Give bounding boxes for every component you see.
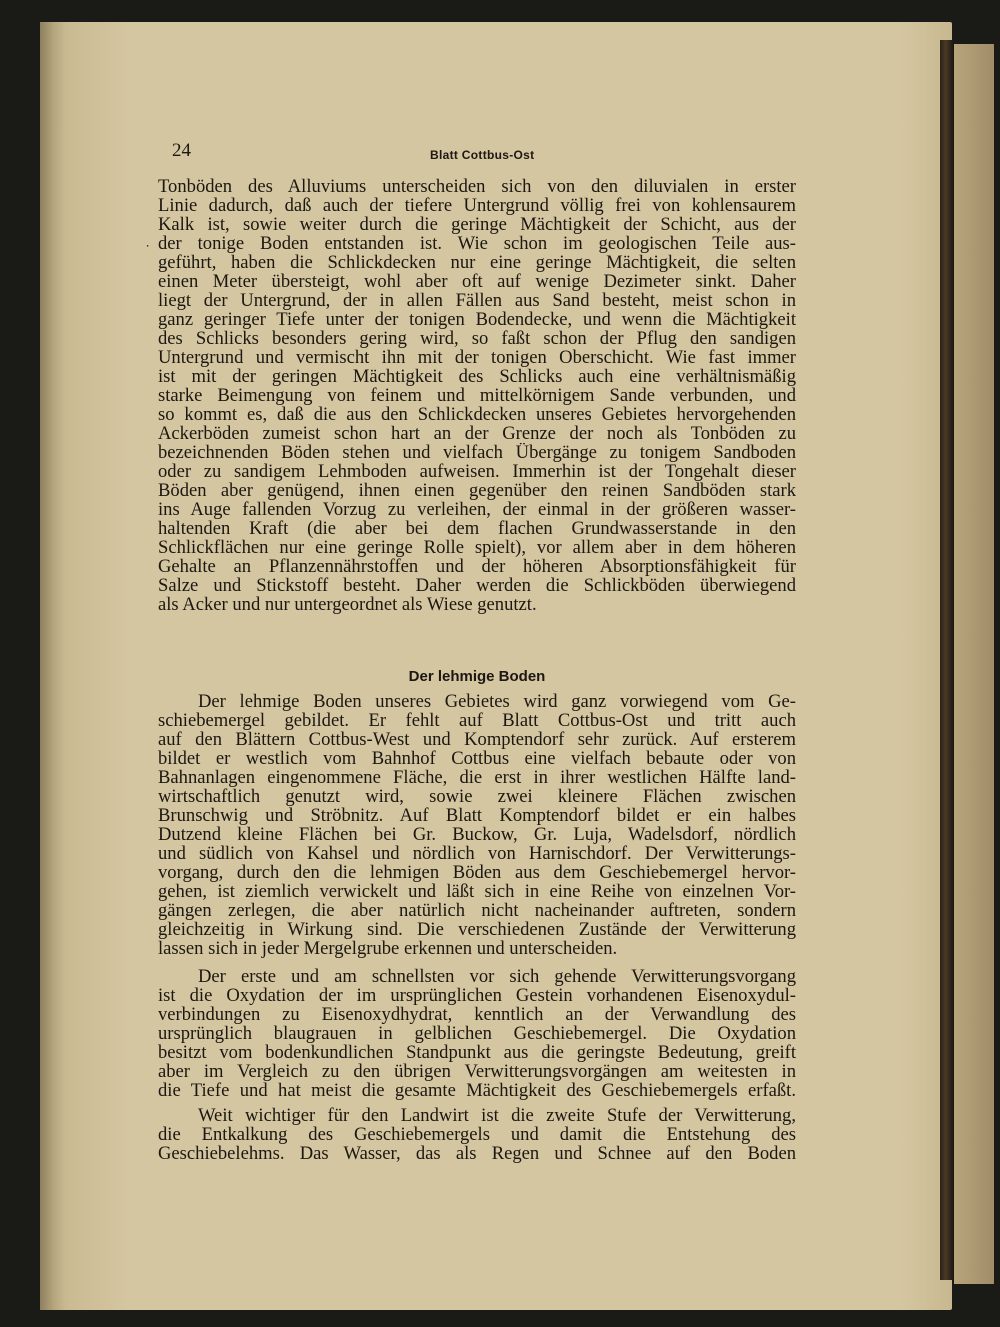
text-line: oder zu sandigem Lehmboden aufweisen. Immerhin ist der Tongehalt dieser xyxy=(158,462,796,481)
paragraph-oxidation xyxy=(158,967,796,1100)
text-line: gängen zerlegen, die aber natürlich nicht nacheinander auftreten, sondern xyxy=(158,901,796,920)
text-line: Salze und Stickstoff besteht. Daher werden die Schlickböden überwiegend xyxy=(158,576,796,595)
text-line: bezeichnenden Böden stehen und vielfach Übergänge zu tonigem Sandboden xyxy=(158,443,796,462)
text-line: Der erste und am schnellsten vor sich gehende Verwitterungsvorgang xyxy=(198,967,796,986)
text-line: besitzt vom bodenkundlichen Standpunkt aus die geringste Bedeutung, greift xyxy=(158,1043,796,1062)
text-line: aber im Vergleich zu den übrigen Verwitterungsvorgängen am weitesten in xyxy=(158,1062,796,1081)
text-line: die Entkalkung des Geschiebemergels und damit die Entstehung des xyxy=(158,1125,796,1144)
text-line: einen Meter übersteigt, wohl aber oft auf wenige Dezimeter sinkt. Daher xyxy=(158,272,796,291)
text-line: Dutzend kleine Flächen bei Gr. Buckow, Gr. Luja, Wadelsdorf, nördlich xyxy=(158,825,796,844)
text-line: auf den Blättern Cottbus-West und Komptendorf sehr zurück. Auf ersterem xyxy=(158,730,796,749)
text-line: so kommt es, daß die aus den Schlickdecken unseres Gebietes hervorgehenden xyxy=(158,405,796,424)
text-line: Untergrund und vermischt ihn mit der tonigen Oberschicht. Wie fast immer xyxy=(158,348,796,367)
text-line: Gehalte an Pflanzennährstoffen und der höheren Absorptionsfähigkeit für xyxy=(158,557,796,576)
text-line: ist die Oxydation der im ursprünglichen Gestein vorhandenen Eisenoxydul- xyxy=(158,986,796,1005)
text-line: Weit wichtiger für den Landwirt ist die zweite Stufe der Verwitterung, xyxy=(198,1106,796,1125)
text-line: Schlickflächen nur eine geringe Rolle spielt), vor allem aber in dem höheren xyxy=(158,538,796,557)
text-line: Brunschwig und Ströbnitz. Auf Blatt Komptendorf bildet er ein halbes xyxy=(158,806,796,825)
paragraph-alluvial-clay xyxy=(158,177,796,614)
text-line: ursprünglich blaugrauen in gelblichen Geschiebemergel. Die Oxydation xyxy=(158,1024,796,1043)
text-line: verbindungen zu Eisenoxydhydrat, kenntlich an der Verwandlung des xyxy=(158,1005,796,1024)
text-line: starke Beimengung von feinem und mittelkörnigem Sande verbunden, und xyxy=(158,386,796,405)
text-line: liegt der Untergrund, der in allen Fällen aus Sand besteht, meist schon in xyxy=(158,291,796,310)
text-line: als Acker und nur untergeordnet als Wiese genutzt. xyxy=(158,595,537,614)
page-header xyxy=(172,140,792,170)
text-line: und südlich von Kahsel und nördlich von Harnischdorf. Der Verwitterungs- xyxy=(158,844,796,863)
text-line: ins Auge fallenden Vorzug zu verleihen, der einmal in der größeren wasser- xyxy=(158,500,796,519)
text-line: wirtschaftlich genutzt wird, sowie zwei kleinere Flächen zwischen xyxy=(158,787,796,806)
paragraph-decalcification xyxy=(158,1106,796,1163)
page-number: 24 xyxy=(172,140,191,161)
text-line: lassen sich in jeder Mergelgrube erkennen und unterscheiden. xyxy=(158,939,618,958)
text-line: ist mit der geringen Mächtigkeit des Schlicks auch eine verhältnismäßig xyxy=(158,367,796,386)
text-line: schiebemergel gebildet. Er fehlt auf Blatt Cottbus-Ost und tritt auch xyxy=(158,711,796,730)
section-heading: Der lehmige Boden xyxy=(408,668,546,685)
text-line: ganz geringer Tiefe unter der tonigen Bodendecke, und wenn die Mächtigkeit xyxy=(158,310,796,329)
text-line: vorgang, durch den die lehmigen Böden aus dem Geschiebemergel hervor- xyxy=(158,863,796,882)
text-line: gehen, ist ziemlich verwickelt und läßt sich in eine Reihe von einzelnen Vor- xyxy=(158,882,796,901)
text-line: Kalk ist, sowie weiter durch die geringe Mächtigkeit der Schicht, aus der xyxy=(158,215,796,234)
text-line: Linie dadurch, daß auch der tiefere Untergrund völlig frei von kohlensaurem xyxy=(158,196,796,215)
text-line: Geschiebelehms. Das Wasser, das als Regen und Schnee auf den Boden xyxy=(158,1144,796,1163)
text-line: des Schlicks besonders gering wird, so faßt schon der Pflug den sandigen xyxy=(158,329,796,348)
text-line: bildet er westlich vom Bahnhof Cottbus eine vielfach bebaute oder von xyxy=(158,749,796,768)
text-line: geführt, haben die Schlickdecken nur eine geringe Mächtigkeit, die selten xyxy=(158,253,796,272)
running-title: Blatt Cottbus-Ost xyxy=(430,148,535,162)
text-line: die Tiefe und hat meist die gesamte Mächtigkeit des Geschiebemergels erfaßt. xyxy=(158,1081,796,1100)
margin-mark: ⸱ xyxy=(146,239,150,253)
text-line: Tonböden des Alluviums unterscheiden sich von den diluvialen in erster xyxy=(158,177,796,196)
text-line: Böden aber genügend, ihnen einen gegenüber den reinen Sandböden stark xyxy=(158,481,796,500)
text-line: gleichzeitig in Wirkung sind. Die verschiedenen Zustände der Verwitterung xyxy=(158,920,796,939)
page-gutter-shadow xyxy=(40,22,64,1310)
text-line: haltenden Kraft (die aber bei dem flachen Grundwasserstande in den xyxy=(158,519,796,538)
next-page-edge xyxy=(954,44,994,1284)
text-line: Der lehmige Boden unseres Gebietes wird ganz vorwiegend vom Ge- xyxy=(198,692,796,711)
text-line: der tonige Boden entstanden ist. Wie schon im geologischen Teile aus- xyxy=(158,234,796,253)
page-edge xyxy=(940,40,954,1280)
paragraph-loamy-soil xyxy=(158,692,796,958)
text-line: Bahnanlagen eingenommene Fläche, die erst in ihrer westlichen Hälfte land- xyxy=(158,768,796,787)
text-line: Ackerböden zumeist schon hart an der Grenze der noch als Tonböden zu xyxy=(158,424,796,443)
